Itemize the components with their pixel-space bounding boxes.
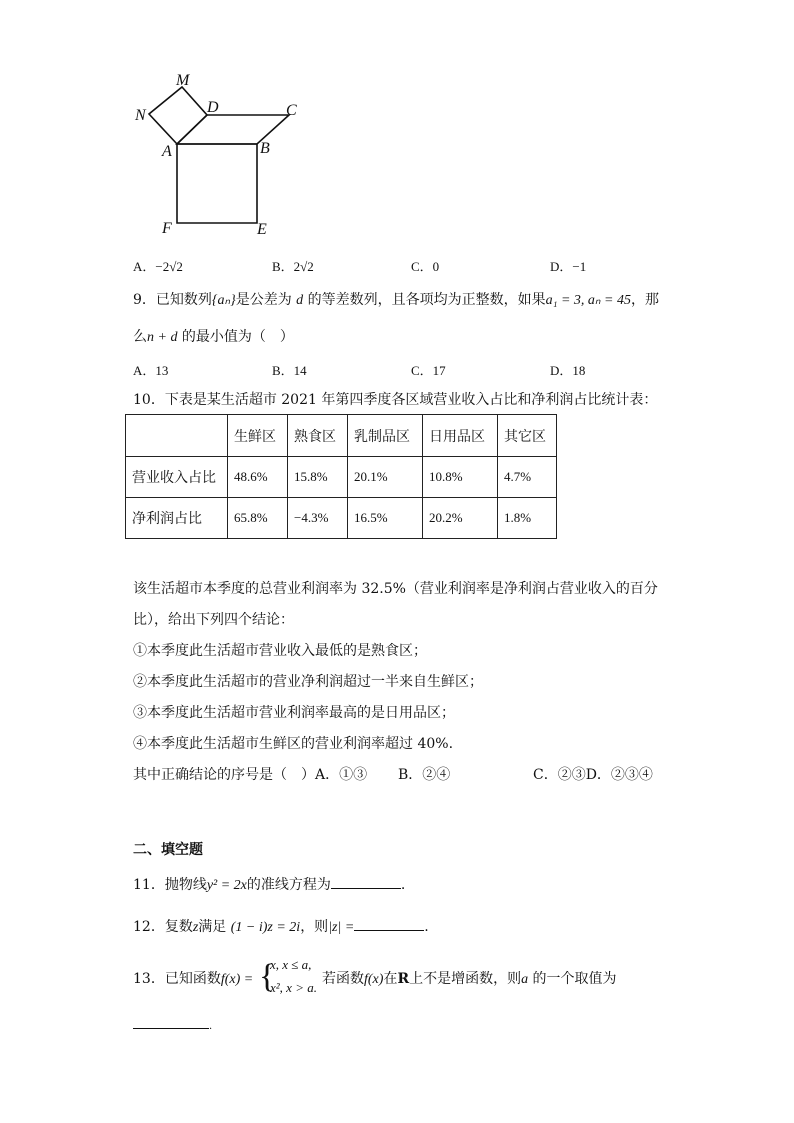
q9-option-a: A．13 [133,363,169,378]
big-square [177,144,257,223]
section-title: 二、填空题 [133,842,203,858]
q10-conclusion-4: ④本季度此生活超市生鲜区的营业利润率超过 40%. [133,736,454,752]
label-F: F [162,220,172,237]
q9-option-c: C．17 [411,363,446,378]
parallelogram [177,115,289,144]
q9-line2: 么n + d 的最小值为（ ） [133,329,294,345]
q10-question: 其中正确结论的序号是（ ）A．①③ [133,767,368,783]
table-cell: 16.5% [348,498,423,539]
q11: 11．抛物线y² = 2x的准线方程为 . [133,877,406,893]
table-header-cell: 日用品区 [423,415,498,457]
table-header-cell: 熟食区 [288,415,348,457]
geometry-figure [125,65,315,240]
label-E: E [257,221,267,238]
label-A: A [162,143,172,160]
label-N: N [135,107,146,124]
q9-line1: 9．已知数列{aₙ}是公差为 d 的等差数列，且各项均为正整数，如果a₁ = 3, aₙ = 45，那 [133,292,659,308]
q10-option-cd: C．②③D．②③④ [533,767,653,783]
q8-option-b: B．2√2 [272,259,314,274]
q8-option-a: A．−2√2 [133,259,183,274]
table-row [126,498,557,539]
piecewise-case-1: x, x ≤ a, [270,957,312,972]
piecewise-case-2: x², x > a. [270,980,317,995]
q8-option-d: D．−1 [550,259,587,274]
table-cell: 10.8% [423,457,498,498]
table-cell: 营业收入占比 [126,457,228,498]
table-header-cell: 其它区 [498,415,557,457]
q8-option-c: C．0 [411,259,440,274]
label-D: D [207,99,219,116]
q10-para2: 比），给出下列四个结论： [133,612,294,628]
table-cell: 48.6% [228,457,288,498]
table-cell: −4.3% [288,498,348,539]
table-cell: 20.1% [348,457,423,498]
table-cell: 净利润占比 [126,498,228,539]
q13-post: 若函数f(x)在R上不是增函数，则a 的一个取值为 [322,971,617,987]
table-header-cell: 乳制品区 [348,415,423,457]
table-cell: 4.7% [498,457,557,498]
label-C: C [286,102,297,119]
label-B: B [260,140,270,157]
q10-intro: 10．下表是某生活超市 2021 年第四季度各区域营业收入占比和净利润占比统计表： [133,392,658,408]
q12: 12．复数z满足 (1 − i)z = 2i，则|z| = . [133,919,429,935]
table-cell: 20.2% [423,498,498,539]
q9-option-d: D．18 [550,363,586,378]
table-cell: 15.8% [288,457,348,498]
answer-blank[interactable] [331,876,401,889]
answer-blank[interactable] [354,918,424,931]
piecewise-brace: { [259,958,276,995]
q9-option-b: B．14 [272,363,307,378]
table-cell: 65.8% [228,498,288,539]
q13-answer: . [133,1016,212,1036]
q10-conclusion-2: ②本季度此生活超市的营业净利润超过一半来自生鲜区； [133,674,483,690]
table-header-row [126,415,557,457]
table-cell: 1.8% [498,498,557,539]
answer-blank[interactable] [133,1016,209,1029]
small-square [149,87,207,144]
table-row [126,457,557,498]
table-header-cell: 生鲜区 [228,415,288,457]
label-M: M [176,72,190,89]
q10-conclusion-1: ①本季度此生活超市营业收入最低的是熟食区； [133,643,427,659]
q10-conclusion-3: ③本季度此生活超市营业利润率最高的是日用品区； [133,705,455,721]
q10-para1: 该生活超市本季度的总营业利润率为 32.5%（营业利润率是净利润占营业收入的百分 [133,581,658,597]
stat-table [125,414,557,539]
table-header-cell [126,415,228,457]
q10-option-b: B．②④ [398,767,451,783]
q13-pre: 13．已知函数f(x) = [133,971,254,987]
